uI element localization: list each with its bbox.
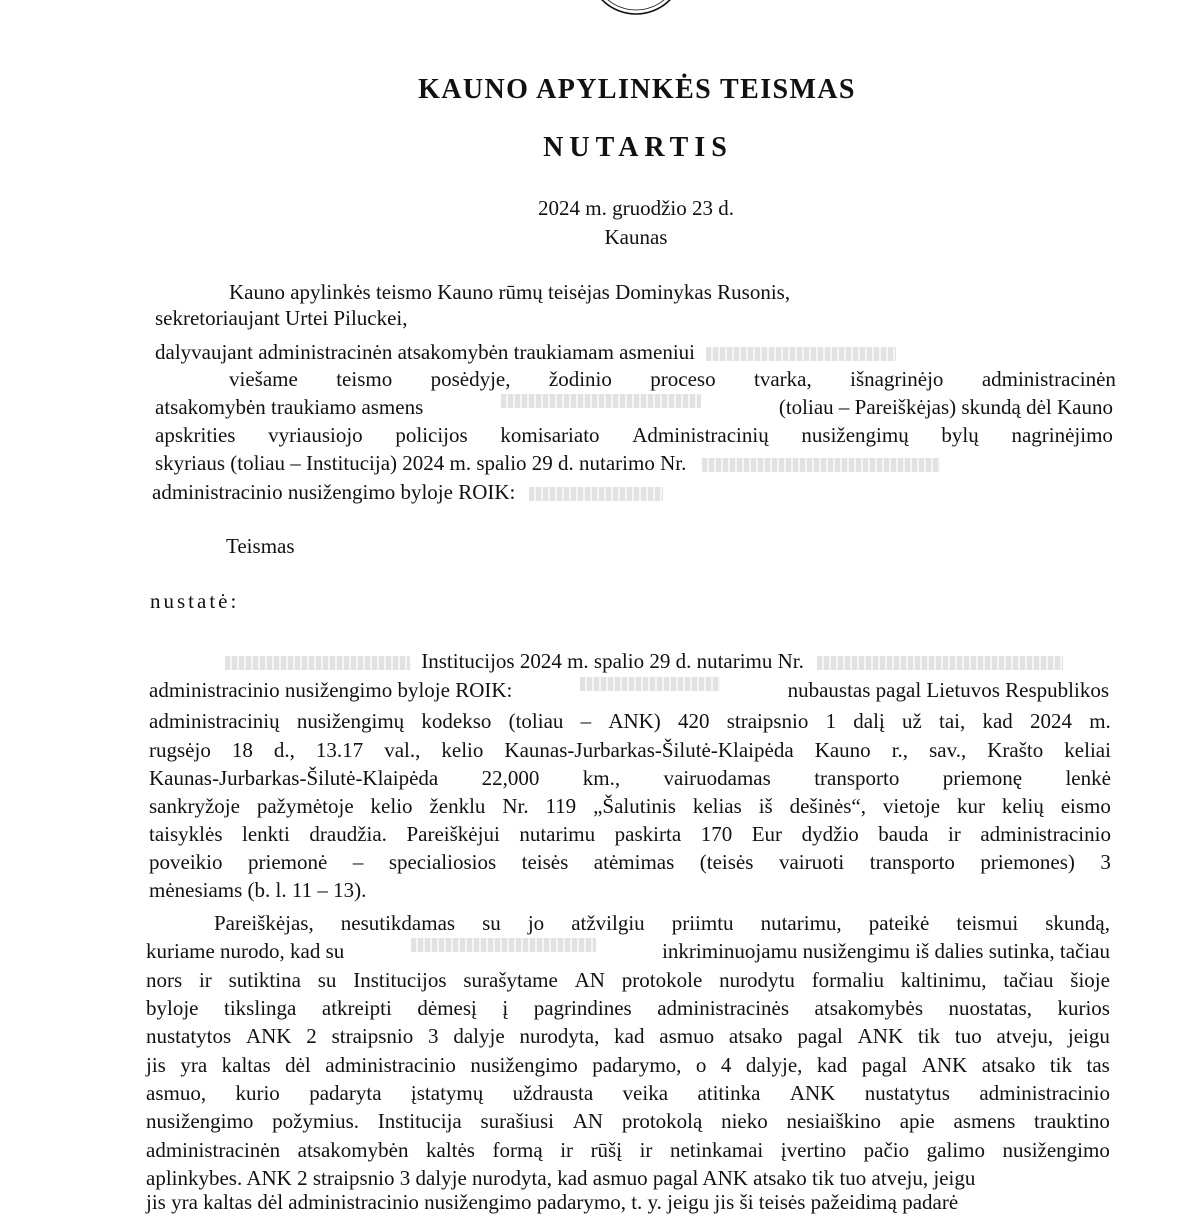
para2-line-11: jis yra kaltas dėl administracinio nusižengimo padarymo, t. y. jeigu jis ši teisės pažeidimą padarė [146,1190,959,1214]
para2-line-2b: inkriminuojamu nusižengimu iš dalies sutinka, tačiau [662,939,1110,963]
para1-line-2b: nubaustas pagal Lietuvos Respublikos [787,678,1109,702]
document-date: 2024 m. gruodžio 23 d. [538,196,734,220]
redacted-name [225,656,410,670]
para1-line-8: poveikio priemonė – specialiosios teisės atėmimas (teisės vairuoti transporto priemones) 3 [149,850,1111,874]
document-city: Kaunas [604,225,668,249]
intro-line-6: apskrities vyriausiojo policijos komisariato Administracinių nusižengimų bylų nagrinėjimo [155,423,1113,447]
para2-line-6: jis yra kaltas dėl administracinio nusižengimo padarymo, o 4 dalyje, kad pagal ANK atsako tik tas [146,1053,1110,1077]
para2-line-2a: kuriame nurodo, kad su [146,939,345,963]
court-name: KAUNO APYLINKĖS TEISMAS [418,74,856,105]
para2-line-9: administracinėn atsakomybėn kaltės formą ir rūšį ir netinkamai įvertino pačio galimo nusižengimo [146,1138,1110,1162]
para1-line-3: administracinių nusižengimų kodekso (toliau – ANK) 420 straipsnio 1 dalį už tai, kad 2024 m. [149,709,1111,733]
redacted-roik [529,487,663,501]
redacted-name [411,938,596,952]
court-word: Teismas [226,534,295,558]
para2-line-10: aplinkybes. ANK 2 straipsnio 3 dalyje nurodyta, kad asmuo pagal ANK atsako tik tuo atveju, jeigu [146,1166,976,1190]
intro-line-5a: atsakomybėn traukiamo asmens [155,395,424,419]
para2-line-8: nusižengimo požymius. Institucija surašiusi AN protokolą nieko nesiaiškino apie asmens trauktino [146,1109,1110,1133]
para1-line-9: mėnesiams (b. l. 11 – 13). [149,878,367,902]
para2-line-3: nors ir sutiktina su Institucijos surašytame AN protokole nurodytu formaliu kaltinimu, tačiau šioje [146,968,1110,992]
para1-line-1 [225,648,1063,674]
intro-line-7-text: skyriaus (toliau – Institucija) 2024 m. spalio 29 d. nutarimo Nr. [155,451,687,475]
intro-line-3-text: dalyvaujant administracinėn atsakomybėn traukiamam asmeniui [155,340,696,364]
established-heading: nustatė: [150,589,240,613]
para1-line-7: taisyklės lenkti draudžia. Pareiškėjui nutarimu paskirta 170 Eur dydžio bauda ir administracinio [149,822,1111,846]
intro-line-7 [155,450,940,476]
redacted-decision-number [702,458,940,472]
intro-line-8 [152,479,663,505]
redacted-name [501,394,701,408]
para2-line-5: nustatytos ANK 2 straipsnio 3 dalyje nurodyta, kad asmuo atsako pagal ANK tik tuo atveju, jeigu [146,1024,1110,1048]
para1-line-5: Kaunas-Jurbarkas-Šilutė-Klaipėda 22,000 km., vairuodamas transporto priemonę lenkė [149,766,1111,790]
redacted-decision-number [817,656,1063,670]
redacted-roik [580,677,720,691]
state-emblem-seal [585,0,687,18]
intro-line-2: sekretoriaujant Urtei Piluckei, [155,306,408,330]
para2-line-1: Pareiškėjas, nesutikdamas su jo atžvilgiu priimtu nutarimu, pateikė teismui skundą, [214,911,1110,935]
document-type: NUTARTIS [543,132,733,163]
para2-line-7: asmuo, kurio padaryta įstatymų uždrausta veika atitinka ANK nustatytus administracinio [146,1081,1110,1105]
para2-line-2 [146,938,1110,964]
para1-line-4: rugsėjo 18 d., 13.17 val., kelio Kaunas-Jurbarkas-Šilutė-Klaipėda Kauno r., sav., Krašto keliai [149,738,1111,762]
para2-line-4: byloje tikslinga atkreipti dėmesį į pagrindines administracinės atsakomybės nuostatas, kurios [146,996,1110,1020]
redacted-name [706,347,896,361]
para1-line-2a: administracinio nusižengimo byloje ROIK: [149,678,513,702]
para1-line-6: sankryžoje pažymėtoje kelio ženklu Nr. 119 „Šalutinis kelias iš dešinės“, vietoje kur kelių eismo [149,794,1111,818]
para1-line-2 [149,677,1109,703]
intro-line-1: Kauno apylinkės teismo Kauno rūmų teisėjas Dominykas Rusonis, [229,280,791,304]
intro-line-4: viešame teismo posėdyje, žodinio proceso tvarka, išnagrinėjo administracinėn [229,367,1116,391]
para1-line-1-text: Institucijos 2024 m. spalio 29 d. nutarimu Nr. [421,649,804,673]
intro-line-5 [155,394,1113,420]
intro-line-8-text: administracinio nusižengimo byloje ROIK: [152,480,516,504]
intro-line-3 [155,339,896,365]
intro-line-5b: (toliau – Pareiškėjas) skundą dėl Kauno [778,395,1113,419]
